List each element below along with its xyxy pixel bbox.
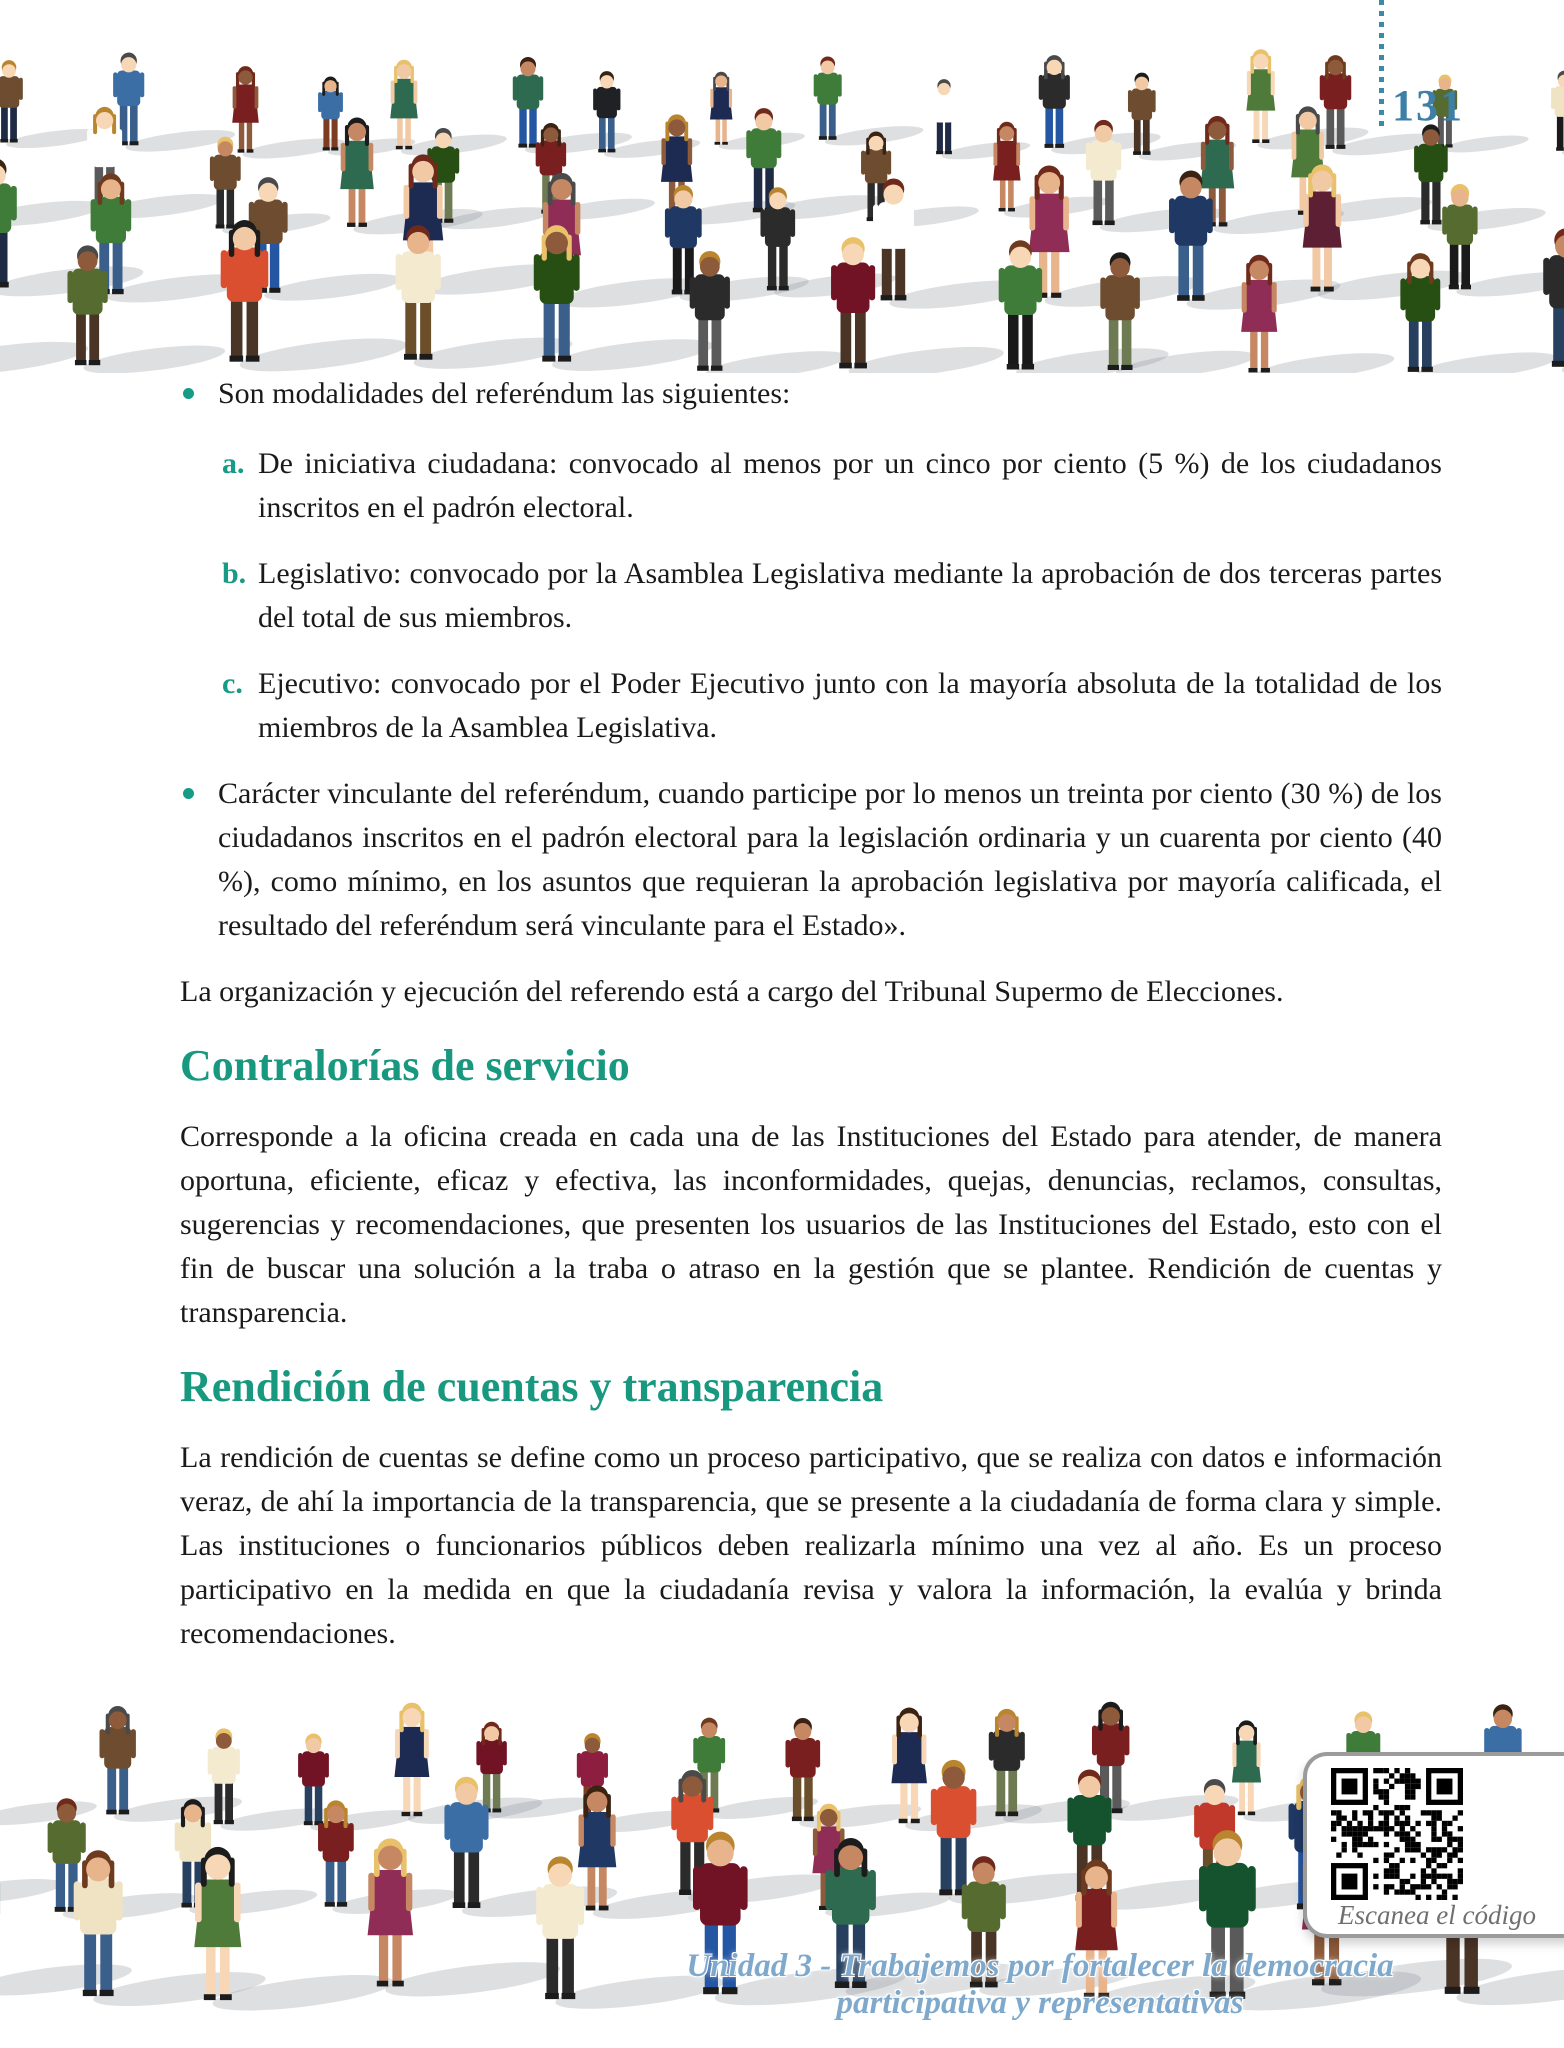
crowd-illustration-top: [0, 28, 1564, 373]
list-item-c: [180, 662, 1442, 750]
bullet-icon: [183, 388, 194, 399]
section-heading-contralorias: Contralorías de servicio: [180, 1041, 630, 1090]
list-item-a: [180, 442, 1442, 530]
qr-caption: Escanea el código: [1338, 1900, 1536, 1930]
list-label-c: c.: [222, 667, 243, 700]
list-text-c: Ejecutivo: convocado por el Poder Ejecutivo junto con la mayoría absoluta de la totalidad de los miembros de la Asamblea Legislativa.: [258, 667, 1442, 744]
paragraph-referendum-org: La organización y ejecución del referendo está a cargo del Tribunal Supermo de Elecciones.: [180, 975, 1284, 1008]
qr-code: [1331, 1768, 1463, 1900]
bullet-icon: [183, 788, 194, 799]
footer-unit-title: Unidad 3 - Trabajemos por fortalecer la democracia participativa y representativas: [686, 1948, 1394, 2021]
list-item-b: [180, 552, 1442, 640]
bullet-item-1: [180, 372, 1442, 416]
bullet-text: Carácter vinculante del referéndum, cuando participe por lo menos un treinta por ciento (30 %) de los ciudadanos inscritos en el padrón electoral para la legislación ordinaria y un cuarenta por ciento (40 %), como mínimo, en los asuntos que requieran la aprobación legislativa por mayoría calificada, el resultado del referéndum será vinculante para el Estado».: [218, 777, 1442, 942]
page-content: [180, 372, 1442, 1656]
list-label-a: a.: [222, 447, 245, 480]
page-number: 131: [1392, 81, 1464, 130]
qr-panel: [1303, 1752, 1564, 1938]
bullet-item-2: [180, 772, 1442, 948]
dotted-line: [1379, 0, 1384, 128]
section-heading-rendicion: Rendición de cuentas y transparencia: [180, 1362, 884, 1411]
list-text-a: De iniciativa ciudadana: convocado al menos por un cinco por ciento (5 %) de los ciudadanos inscritos en el padrón electoral.: [258, 447, 1442, 524]
list-label-b: b.: [222, 557, 247, 590]
list-text-b: Legislativo: convocado por la Asamblea Legislativa mediante la aprobación de dos terceras partes del total de sus miembros.: [258, 557, 1442, 634]
paragraph-rendicion: La rendición de cuentas se define como un proceso participativo, que se realiza con datos e información veraz, de ahí la importancia de la transparencia, que se presente a la ciudadanía de forma clara y simple. Las instituciones o funcionarios públicos deben realizarla mínimo una vez al año. Es un proceso participativo en la medida en que la ciudadanía revisa y valora la información, la evalúa y brinda recomendaciones.: [180, 1441, 1442, 1650]
paragraph-contralorias: Corresponde a la oficina creada en cada una de las Instituciones del Estado para atender, de manera oportuna, eficiente, eficaz y efectiva, las inconformidades, quejas, denuncias, reclamos, consultas, sugerencias y recomendaciones, que presenten los usuarios de las Instituciones del Estado, esto con el fin de buscar una solución a la traba o atraso en la gestión que se plantee. Rendición de cuentas y transparencia.: [180, 1120, 1442, 1329]
bullet-text: Son modalidades del referéndum las siguientes:: [218, 377, 791, 410]
